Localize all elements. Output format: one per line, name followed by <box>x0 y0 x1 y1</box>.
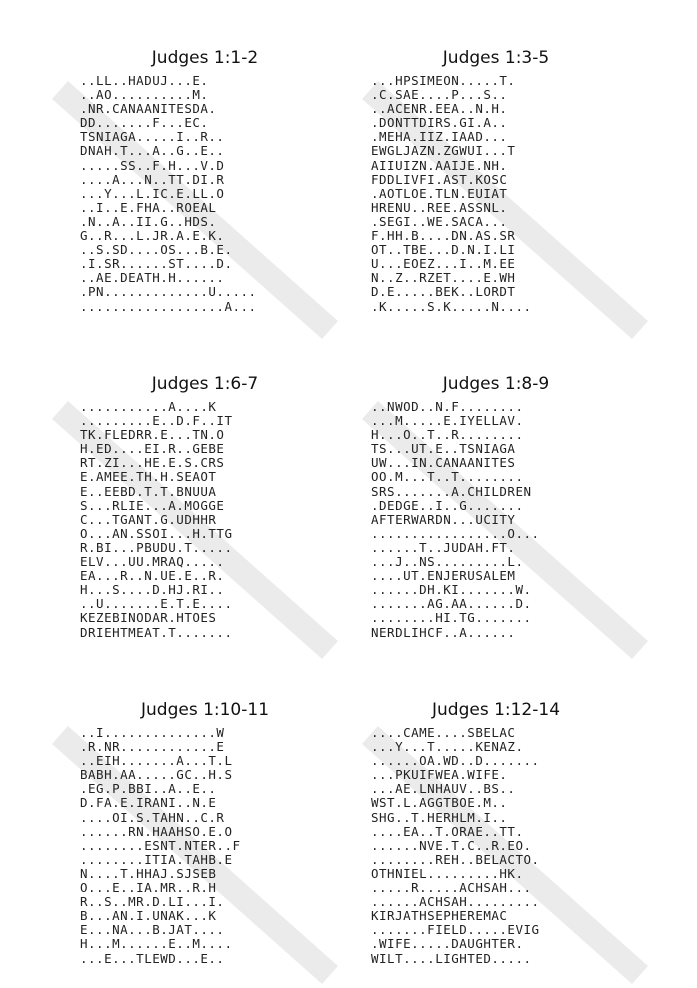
grid-row: .I.SR......ST....D. <box>80 256 233 272</box>
grid-row: ........ESNT.NTER..F <box>80 837 241 853</box>
grid-row: ...J..NS.........L. <box>371 554 524 570</box>
grid-row: BABH.AA.....GC..H.S <box>80 767 233 783</box>
grid-row: ...PKUIFWEA.WIFE. <box>371 767 508 783</box>
grid-row: .NR.CANAANITESDA. <box>80 101 217 117</box>
grid-row: O...E..IA.MR..R.H <box>80 880 217 896</box>
grid-row: H...O..T..R........ <box>371 427 524 443</box>
grid-row: .....SS..F.H...V.D <box>80 157 225 173</box>
grid-row: ......OA.WD..D....... <box>371 753 540 769</box>
grid-row: ......NVE.T.C..R.EO. <box>371 837 532 853</box>
grid-row: ...Y...T.....KENAZ. <box>371 739 524 755</box>
grid-row: EWGLJAZN.ZGWUI...T <box>371 143 516 159</box>
grid-row: .................O... <box>371 525 540 541</box>
grid-row: ....OI.S.TAHN..C.R <box>80 809 225 825</box>
grid-row: ..NWOD..N.F........ <box>371 399 524 414</box>
grid-row: UW...IN.CANAANITES <box>371 455 516 471</box>
grid-row: .......AG.AA......D. <box>371 596 532 612</box>
grid-row: E..EEBD.T.T.BNUUA <box>80 483 217 499</box>
grid-row: ......T..JUDAH.FT. <box>371 539 516 555</box>
grid-row: ...........A....K <box>80 399 217 414</box>
letter-grid <box>80 74 330 314</box>
grid-row: ..I..E.FHA..ROEAL <box>80 199 217 215</box>
grid-row: H.ED....EI.R..GEBE <box>80 441 225 457</box>
grid-row: TSNIAGA.....I..R.. <box>80 129 225 145</box>
grid-row: D.FA.E.IRANI..N.E <box>80 795 217 811</box>
puzzle-judges-1-3-5 <box>371 46 621 314</box>
grid-row: ....UT.ENJERUSALEM <box>371 568 516 584</box>
grid-row: ........ITIA.TAHB.E <box>80 851 233 867</box>
grid-row: DNAH.T...A..G..E.. <box>80 143 225 159</box>
grid-row: TK.FLEDRR.E...TN.O <box>80 427 225 443</box>
puzzle-judges-1-6-7 <box>80 372 330 640</box>
puzzle-title: Judges 1:8-9 <box>442 374 550 394</box>
grid-row: .........E..D.F..IT <box>80 413 233 429</box>
grid-row: AFTERWARDN...UCITY <box>371 511 516 527</box>
grid-row: H...M......E..M.... <box>80 936 233 952</box>
grid-row: R..S..MR.D.LI...I. <box>80 894 225 910</box>
grid-row: D.E.....BEK..LORDT <box>371 284 516 300</box>
grid-row: OO.M...T..T........ <box>371 469 524 485</box>
grid-row: .SEGI..WE.SACA... <box>371 213 508 229</box>
grid-row: ....CAME....SBELAC <box>371 725 516 740</box>
grid-row: DRIEHTMEAT.T....... <box>80 624 233 640</box>
grid-row: ...M.....E.IYELLAV. <box>371 413 524 429</box>
grid-row: OT..TBE...D.N.I.LI <box>371 242 516 258</box>
puzzle-title: Judges 1:12-14 <box>431 700 561 720</box>
grid-row: .C.SAE....P...S.. <box>371 87 508 103</box>
grid-row: S...RLIE...A.MOGGE <box>80 497 225 513</box>
grid-row: R.BI...PBUDU.T..... <box>80 539 233 555</box>
puzzle-title: Judges 1:10-11 <box>140 700 270 720</box>
grid-row: G..R...L.JR.A.E.K. <box>80 228 225 244</box>
grid-row: .DONTTDIRS.GI.A.. <box>371 115 508 131</box>
letter-grid <box>371 400 621 640</box>
grid-row: ......DH.KI.......W. <box>371 582 532 598</box>
grid-row: ELV...UU.MRAQ..... <box>80 554 225 570</box>
grid-row: ...E...TLEWD...E.. <box>80 950 225 966</box>
grid-row: C...TGANT.G.UDHHR <box>80 511 217 527</box>
grid-row: O...AN.SSOI...H.TTG <box>80 525 233 541</box>
grid-row: .MEHA.IIZ.IAAD... <box>371 129 508 145</box>
grid-row: ..AO..........M. <box>80 87 209 103</box>
grid-row: N....T.HHAJ.SJSEB <box>80 865 217 881</box>
grid-row: U...EOEZ...I..M.EE <box>371 256 516 272</box>
puzzle-judges-1-12-14 <box>371 698 621 966</box>
grid-row: SRS.......A.CHILDREN <box>371 483 532 499</box>
grid-row: .N..A..II.G..HDS. <box>80 213 217 229</box>
grid-row: ...HPSIMEON.....T. <box>371 73 516 88</box>
grid-row: ..S.SD....OS...B.E. <box>80 242 233 258</box>
grid-row: E...NA...B.JAT.... <box>80 922 225 938</box>
grid-row: N..Z..RZET....E.WH <box>371 270 516 286</box>
grid-row: .....R.....ACHSAH... <box>371 880 532 896</box>
grid-row: AIIUIZN.AAIJE.NH. <box>371 157 508 173</box>
grid-row: WST.L.AGGTBOE.M.. <box>371 795 508 811</box>
puzzle-title: Judges 1:1-2 <box>151 48 259 68</box>
letter-grid <box>80 726 330 966</box>
grid-row: ..AE.DEATH.H...... <box>80 270 225 286</box>
grid-row: ........HI.TG....... <box>371 610 532 626</box>
grid-row: DD.......F...EC. <box>80 115 209 131</box>
grid-row: WILT....LIGHTED..... <box>371 950 532 966</box>
letter-grid <box>80 400 330 640</box>
grid-row: RT.ZI...HE.E.S.CRS <box>80 455 225 471</box>
grid-row: ....A...N..TT.DI.R <box>80 171 225 187</box>
grid-row: .R.NR............E <box>80 739 225 755</box>
grid-row: ..EIH.......A...T.L <box>80 753 233 769</box>
letter-grid <box>371 726 621 966</box>
grid-row: .PN.............U..... <box>80 284 257 300</box>
grid-row: .WIFE.....DAUGHTER. <box>371 936 524 952</box>
grid-row: ...Y...L.IC.E.LL.O <box>80 185 225 201</box>
puzzle-judges-1-1-2 <box>80 46 330 314</box>
grid-row: ..I..............W <box>80 725 225 740</box>
grid-row: ..ACENR.EEA..N.H. <box>371 101 508 117</box>
grid-row: .K.....S.K.....N.... <box>371 298 532 314</box>
grid-row: E.AMEE.TH.H.SEAOT <box>80 469 217 485</box>
grid-row: NERDLIHCF..A...... <box>371 624 516 640</box>
grid-row: B...AN.I.UNAK...K <box>80 908 217 924</box>
grid-row: SHG..T.HERHLM.I.. <box>371 809 508 825</box>
grid-row: H...S....D.HJ.RI.. <box>80 582 225 598</box>
grid-row: .EG.P.BBI..A..E.. <box>80 781 217 797</box>
grid-row: F.HH.B....DN.AS.SR <box>371 228 516 244</box>
grid-row: FDDLIVFI.AST.KOSC <box>371 171 508 187</box>
grid-row: TS...UT.E..TSNIAGA <box>371 441 516 457</box>
grid-row: ......RN.HAAHSO.E.O <box>80 823 233 839</box>
grid-row: ..LL..HADUJ...E. <box>80 73 209 88</box>
puzzle-judges-1-8-9 <box>371 372 621 640</box>
grid-row: ......ACHSAH......... <box>371 894 540 910</box>
puzzle-judges-1-10-11 <box>80 698 330 966</box>
grid-row: EA...R..N.UE.E..R. <box>80 568 225 584</box>
grid-row: ...AE.LNHAUV..BS.. <box>371 781 516 797</box>
grid-row: ..U.......E.T.E.... <box>80 596 233 612</box>
grid-row: ..................A... <box>80 298 257 314</box>
grid-row: .DEDGE..I..G....... <box>371 497 524 513</box>
puzzle-title: Judges 1:6-7 <box>151 374 259 394</box>
letter-grid <box>371 74 621 314</box>
grid-row: ....EA..T.ORAE..TT. <box>371 823 524 839</box>
grid-row: .AOTLOE.TLN.EUIAT <box>371 185 508 201</box>
puzzle-title: Judges 1:3-5 <box>442 48 550 68</box>
grid-row: OTHNIEL.........HK. <box>371 865 524 881</box>
grid-row: KIRJATHSEPHEREMAC <box>371 908 508 924</box>
grid-row: .......FIELD.....EVIG <box>371 922 540 938</box>
grid-row: ........REH..BELACTO. <box>371 851 540 867</box>
grid-row: KEZEBINODAR.HTOES <box>80 610 217 626</box>
grid-row: HRENU..REE.ASSNL. <box>371 199 508 215</box>
